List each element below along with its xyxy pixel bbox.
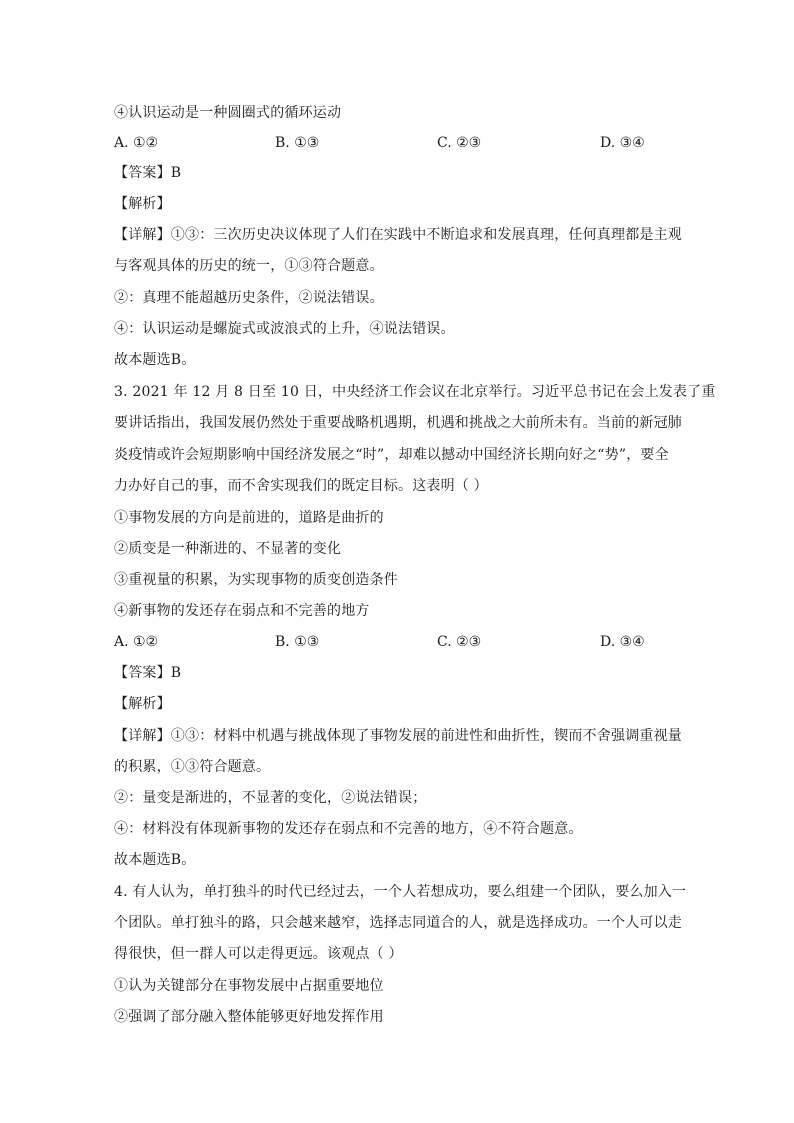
q3-statement-4: ④新事物的发还存在弱点和不完善的地方 <box>114 603 370 619</box>
q3-option-a: A. ①② <box>114 634 159 650</box>
q3-detail-line: ②：量变是渐进的，不显著的变化，②说法错误； <box>114 790 427 806</box>
q3-stem-line: 力办好自己的事，而不舍实现我们的既定目标。这表明（ ） <box>114 478 488 494</box>
q3-stem-line: 炎疫情或许会短期影响中国经济发展之“时”，却难以撼动中国经济长期向好之“势”，要全 <box>114 447 669 463</box>
q3-statement-1: ①事物发展的方向是前进的，道路是曲折的 <box>114 510 384 526</box>
q2-answer: 【答案】B <box>114 165 182 181</box>
q3-statement-3: ③重视量的积累，为实现事物的质变创造条件 <box>114 572 398 588</box>
q4-stem-line: 4. 有人认为，单打独斗的时代已经过去，一个人若想成功，要么组建一个团队，要么加入一 <box>114 884 687 900</box>
q2-detail-line: ④：认识运动是螺旋式或波浪式的上升，④说法错误。 <box>114 321 455 337</box>
q3-detail-line: 【详解】①③：材料中机遇与挑战体现了事物发展的前进性和曲折性，锲而不舍强调重视量 <box>114 728 682 744</box>
q3-option-c: C. ②③ <box>437 634 482 650</box>
q4-statement-1: ①认为关键部分在事物发展中占据重要地位 <box>114 978 384 994</box>
q4-stem-line: 个团队。单打独斗的路，只会越来越窄，选择志同道合的人，就是选择成功。一个人可以走 <box>114 915 682 931</box>
q2-answer-options <box>114 134 684 152</box>
q4-statement-2: ②强调了部分融入整体能够更好地发挥作用 <box>114 1009 384 1025</box>
q3-stem-line: 要讲话指出，我国发展仍然处于重要战略机遇期，机遇和挑战之大前所未有。当前的新冠肺 <box>114 415 682 431</box>
q3-detail-line: 的积累，①③符合题意。 <box>114 759 271 775</box>
q3-answer-options <box>114 633 684 651</box>
q3-stem-line: 3. 2021 年 12 月 8 日至 10 日，中央经济工作会议在北京举行。习近平总书记在会上发表了重 <box>114 384 716 400</box>
q2-option-c: C. ②③ <box>437 135 482 151</box>
q2-detail-line: 与客观具体的历史的统一，①③符合题意。 <box>114 258 384 274</box>
q3-conclusion: 故本题选B。 <box>114 852 196 868</box>
q2-option-a: A. ①② <box>114 135 159 151</box>
q3-option-d: D. ③④ <box>600 634 645 650</box>
q2-option-statement-4: ④认识运动是一种圆圈式的循环运动 <box>114 105 342 121</box>
q3-detail-line: ④：材料没有体现新事物的发还存在弱点和不完善的地方，④不符合题意。 <box>114 821 583 837</box>
q2-detail-line: 【详解】①③：三次历史决议体现了人们在实践中不断追求和发展真理，任何真理都是主观 <box>114 227 682 243</box>
q3-statement-2: ②质变是一种渐进的、不显著的变化 <box>114 541 342 557</box>
q2-conclusion: 故本题选B。 <box>114 352 196 368</box>
q3-answer: 【答案】B <box>114 665 182 681</box>
q3-analysis-label: 【解析】 <box>114 696 171 712</box>
q2-option-d: D. ③④ <box>600 135 645 151</box>
q2-detail-line: ②：真理不能超越历史条件，②说法错误。 <box>114 290 384 306</box>
q4-stem-line: 得很快，但一群人可以走得更远。该观点（ ） <box>114 946 403 962</box>
q2-analysis-label: 【解析】 <box>114 196 171 212</box>
q2-option-b: B. ①③ <box>275 135 320 151</box>
q3-option-b: B. ①③ <box>275 634 320 650</box>
